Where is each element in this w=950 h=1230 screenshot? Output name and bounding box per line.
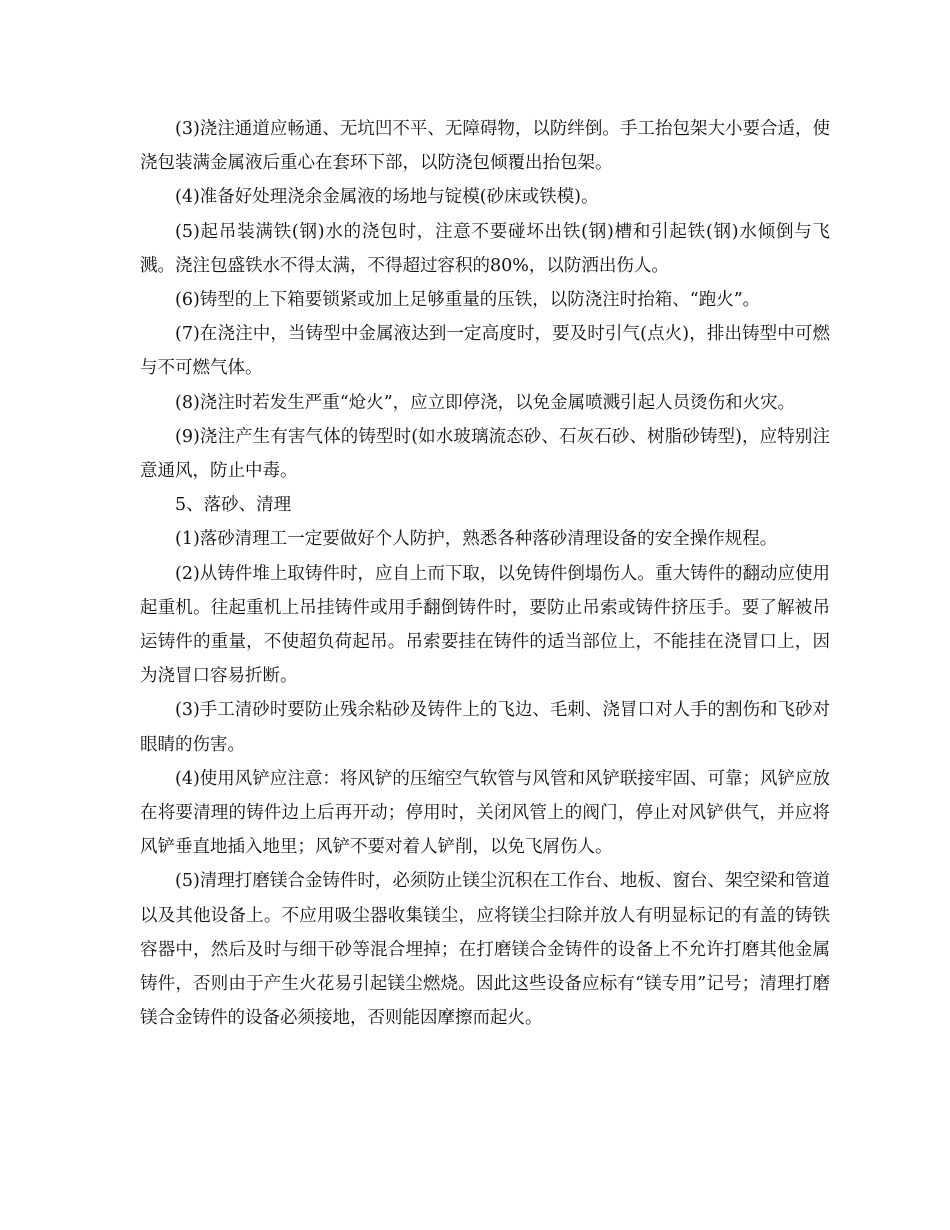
- paragraph-blowback: (8)浇注时若发生严重“炝火”，应立即停浇，以免金属喷溅引起人员烫伤和火灾。: [175, 392, 796, 413]
- paragraph-ingot-mold: (4)准备好处理浇余金属液的场地与锭模(砂床或铁模)。: [175, 187, 599, 208]
- paragraph-manual-cleaning: (3)手工清砂时要防止残余粘砂及铸件上的飞边、毛刺、浇冒口对人手的割伤和飞砂对眼睛的伤害。: [140, 700, 830, 755]
- section-heading-shakeout: 5、落砂、清理: [175, 495, 292, 516]
- paragraph-magnesium-grinding: (5)清理打磨镁合金铸件时，必须防止镁尘沉积在工作台、地板、窗台、架空梁和管道以及其他设备上。不应用吸尘器收集镁尘，应将镁尘扫除并放人有明显标记的有盖的铸铁容器中，然后及时与细干砂等混合埋掉；在打磨镁合金铸件的设备上不允许打磨其他金属铸件，否则由于产生火花易引起镁尘燃烧。因此这些设备应标有“镁专用”记号；清理打磨镁合金铸件的设备必须接地，否则能因摩擦而起火。: [140, 871, 830, 1029]
- document-body: [140, 112, 830, 1035]
- paragraph-pouring-passage: (3)浇注通道应畅通、无坑凹不平、无障碍物，以防绊倒。手工抬包架大小要合适，使浇包装满金属液后重心在套环下部，以防浇包倾覆出抬包架。: [140, 119, 830, 174]
- paragraph-ladle-lifting: (5)起吊装满铁(钢)水的浇包时，注意不要碰坏出铁(钢)槽和引起铁(钢)水倾倒与飞溅。浇注包盛铁水不得太满，不得超过容积的80%，以防洒出伤人。: [140, 221, 830, 276]
- paragraph-gas-venting: (7)在浇注中，当铸型中金属液达到一定高度时，要及时引气(点火)，排出铸型中可燃与不可燃气体。: [140, 324, 830, 379]
- paragraph-personal-protection: (1)落砂清理工一定要做好个人防护，熟悉各种落砂清理设备的安全操作规程。: [175, 529, 778, 550]
- paragraph-flask-clamping: (6)铸型的上下箱要锁紧或加上足够重量的压铁，以防浇注时抬箱、“跑火”。: [175, 290, 761, 311]
- paragraph-air-chipper: (4)使用风铲应注意：将风铲的压缩空气软管与风管和风铲联接牢固、可靠；风铲应放在将要清理的铸件边上后再开动；停用时，关闭风管上的阀门，停止对风铲供气，并应将风铲垂直地插入地里；风铲不要对着人铲削，以免飞屑伤人。: [140, 768, 830, 858]
- paragraph-ventilation: (9)浇注产生有害气体的铸型时(如水玻璃流态砂、石灰石砂、树脂砂铸型)，应特别注意通风，防止中毒。: [140, 426, 830, 482]
- paragraph-casting-handling: (2)从铸件堆上取铸件时，应自上而下取，以免铸件倒塌伤人。重大铸件的翻动应使用起重机。往起重机上吊挂铸件或用手翻倒铸件时，要防止吊索或铸件挤压手。要了解被吊运铸件的重量，不使超负荷起吊。吊索要挂在铸件的适当部位上，不能挂在浇冒口上，因为浇冒口容易折断。: [140, 563, 830, 687]
